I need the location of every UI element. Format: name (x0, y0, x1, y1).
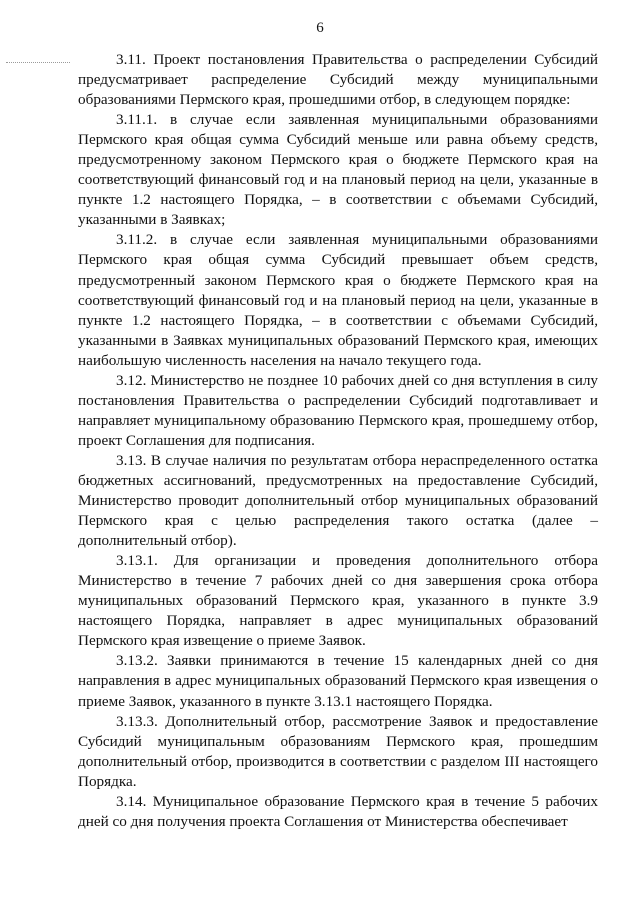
clause-number: 3.13.2. (116, 652, 158, 670)
page-number: 6 (316, 20, 324, 36)
clause-text: В случае наличия по результатам отбора нераспределенного остатка бюджетных ассигнований, предусмотренных на предоставление Субсидий, Министерство проводит дополнительный отбор муниципальных образований Пермского края с целью распределения такого остатка (далее – дополнительный отбор). (78, 451, 598, 550)
paragraph-3-11 (78, 50, 598, 110)
paragraph-3-12 (78, 371, 598, 451)
paragraph-3-13-2 (78, 651, 598, 711)
clause-text: Дополнительный отбор, рассмотрение Заявок и предоставление Субсидий муниципальным образованиям Пермского края, прошедшим дополнительный отбор, производится в соответствии с разделом III настоящего Порядка. (78, 712, 598, 790)
paragraph-3-13 (78, 451, 598, 551)
clause-number: 3.14. (116, 792, 147, 810)
paragraph-3-11-1 (78, 110, 598, 230)
paragraph-3-11-2 (78, 230, 598, 370)
clause-text: Муниципальное образование Пермского края в течение 5 рабочих дней со дня получения проекта Соглашения от Министерства обеспечивает (78, 792, 598, 830)
clause-text: Заявки принимаются в течение 15 календарных дней со дня направления в адрес муниципальных образований Пермского края извещения о приеме Заявок, указанного в пункте 3.13.1 настоящего Порядка. (78, 652, 598, 710)
clause-number: 3.11.1. (116, 111, 158, 129)
paragraph-3-13-1 (78, 551, 598, 651)
clause-text: в случае если заявленная муниципальными образованиями Пермского края общая сумма Субсидий меньше или равна объему средств, предусмотренному законом Пермского края о бюджете Пермского края на соответствующий финансовый год и на плановый период на цели, указанные в пункте 1.2 настоящего Порядка, – в соответствии с объемами Субсидий, указанными в Заявках; (78, 111, 598, 229)
document-body (78, 50, 598, 832)
clause-number: 3.12. (116, 371, 147, 389)
paragraph-3-13-3 (78, 712, 598, 792)
clause-text: Министерство не позднее 10 рабочих дней со дня вступления в силу постановления Правительства о распределении Субсидий подготавливает и направляет муниципальному образованию Пермского края, прошедшему отбор, проект Соглашения для подписания. (78, 371, 598, 449)
paragraph-3-14 (78, 792, 598, 832)
clause-text: Для организации и проведения дополнительного отбора Министерство в течение 7 рабочих дней со дня завершения срока отбора муниципальных образований Пермского края, указанного в пункте 3.9 настоящего Порядка, направляет в адрес муниципальных образований Пермского края извещение о приеме Заявок. (78, 552, 598, 650)
clause-number: 3.11. (116, 51, 146, 68)
scan-artifact (6, 62, 70, 64)
clause-text: Проект постановления Правительства о распределении Субсидий предусматривает распределение Субсидий между муниципальными образованиями Пермского края, прошедшими отбор, в следующем порядке: (78, 51, 598, 109)
clause-number: 3.13.1. (116, 552, 158, 570)
clause-number: 3.13.3. (116, 712, 158, 730)
clause-number: 3.11.2. (116, 231, 158, 249)
clause-number: 3.13. (116, 451, 147, 469)
clause-text: в случае если заявленная муниципальными образованиями Пермского края общая сумма Субсидий превышает объем средств, предусмотренный законом Пермского края о бюджете Пермского края на соответствующий финансовый год и на плановый период на цели, указанные в пункте 1.2 настоящего Порядка, – в соответствии с объемами Субсидий, указанными в Заявках муниципальных образований Пермского края, имеющих наибольшую численность населения на начало текущего года. (78, 231, 598, 369)
